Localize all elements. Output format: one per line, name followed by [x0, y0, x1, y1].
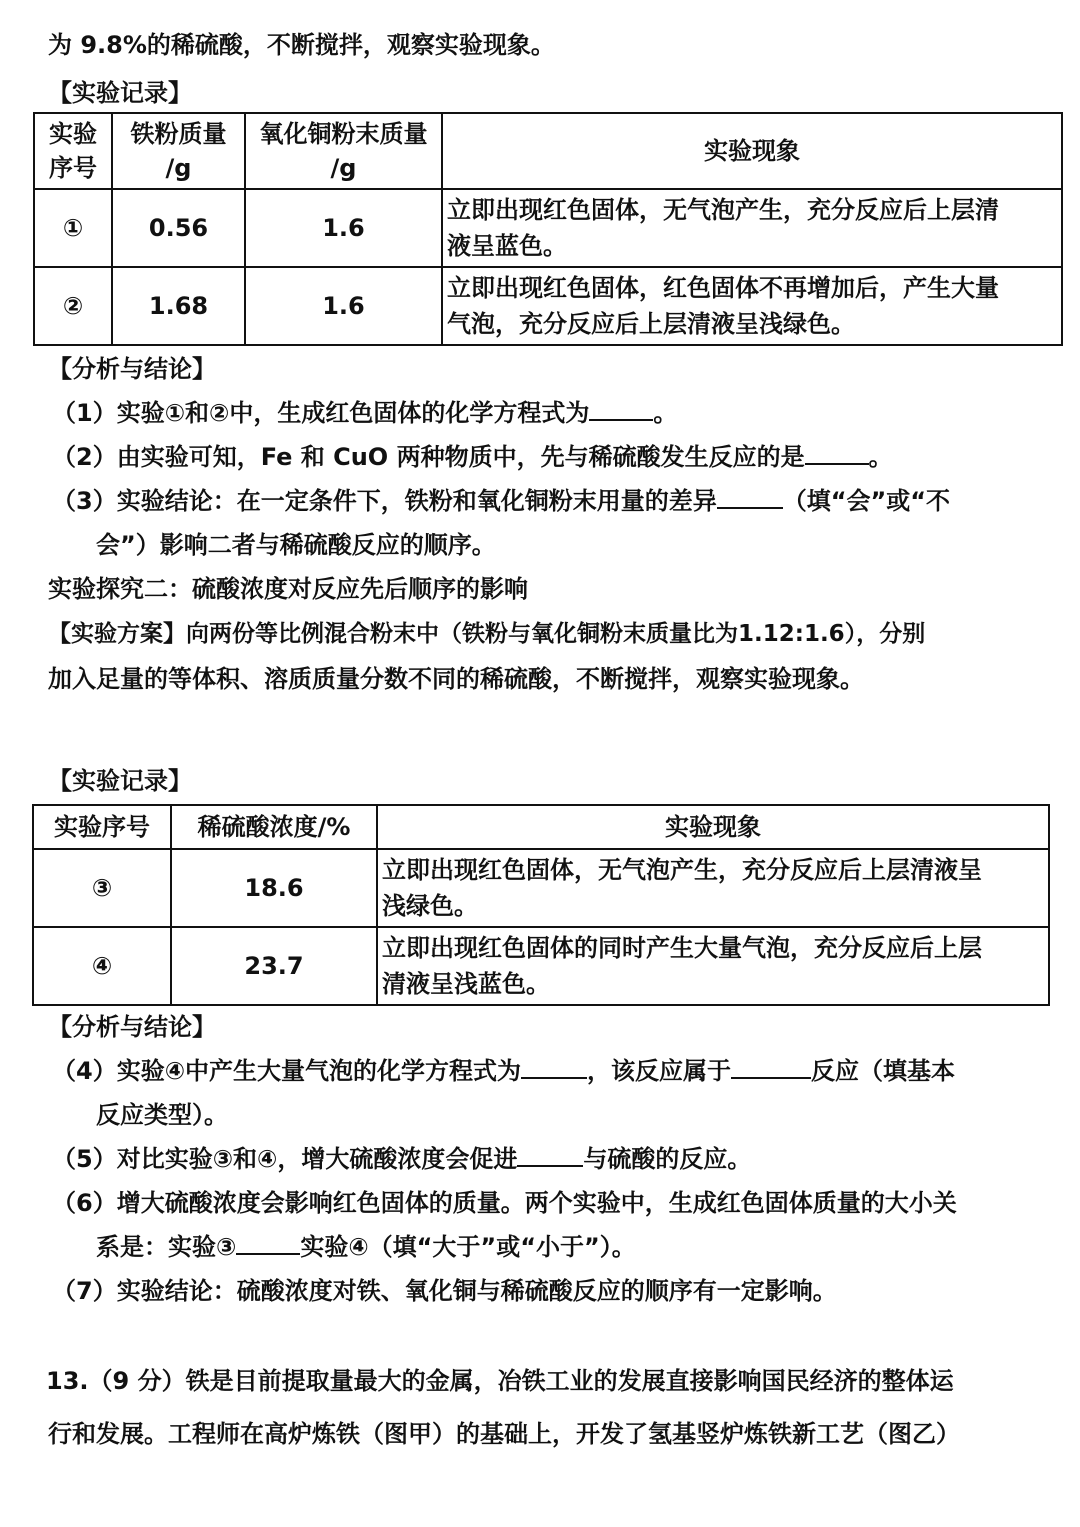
- intro-line: 为 9.8%的稀硫酸，不断搅拌，观察实验现象。: [48, 31, 555, 59]
- answer-blank[interactable]: [236, 1231, 300, 1255]
- record-heading-1: 【实验记录】: [48, 79, 192, 107]
- question-6-line-2: 系是：实验③ 实验④（填“大于”或“小于”）。: [96, 1233, 636, 1261]
- row-id: ③: [33, 849, 171, 927]
- experiment-table-2: [32, 804, 1050, 1006]
- table-row: [33, 849, 1049, 927]
- answer-blank[interactable]: [517, 1143, 583, 1167]
- table1-header-id: 实验 序号: [34, 113, 112, 189]
- table1-header-obs: 实验现象: [442, 113, 1062, 189]
- row-id: ②: [34, 267, 112, 345]
- question-5: （5）对比实验③和④，增大硫酸浓度会促进 与硫酸的反应。: [52, 1145, 752, 1173]
- question-3-line-2: 会”）影响二者与稀硫酸反应的顺序。: [96, 531, 496, 559]
- table-row: [33, 927, 1049, 1005]
- row-fe-mass: 1.68: [112, 267, 245, 345]
- row-concentration: 23.7: [171, 927, 377, 1005]
- table-row: [34, 189, 1062, 267]
- question-13-line-1: 13.（9 分）铁是目前提取量最大的金属，冶铁工业的发展直接影响国民经济的整体运: [46, 1367, 954, 1395]
- row-cuo-mass: 1.6: [245, 267, 442, 345]
- question-2: （2）由实验可知，Fe 和 CuO 两种物质中，先与稀硫酸发生反应的是 。: [52, 443, 893, 471]
- inquiry-2-title: 实验探究二：硫酸浓度对反应先后顺序的影响: [48, 575, 528, 603]
- question-13-line-2: 行和发展。工程师在高炉炼铁（图甲）的基础上，开发了氢基竖炉炼铁新工艺（图乙）: [48, 1420, 960, 1448]
- answer-blank[interactable]: [589, 397, 653, 421]
- question-3-line-1: （3）实验结论：在一定条件下，铁粉和氧化铜粉末用量的差异 （填“会”或“不: [52, 487, 951, 515]
- question-6-line-1: （6）增大硫酸浓度会影响红色固体的质量。两个实验中，生成红色固体质量的大小关: [52, 1189, 957, 1217]
- row-observation: 立即出现红色固体，无气泡产生，充分反应后上层清液呈 浅绿色。: [377, 849, 1049, 927]
- table1-header-cuo: 氧化铜粉末质量 /g: [245, 113, 442, 189]
- table2-header-conc: 稀硫酸浓度/%: [171, 805, 377, 849]
- row-fe-mass: 0.56: [112, 189, 245, 267]
- row-id: ①: [34, 189, 112, 267]
- answer-blank[interactable]: [731, 1055, 811, 1079]
- table2-header-id: 实验序号: [33, 805, 171, 849]
- row-observation: 立即出现红色固体，无气泡产生，充分反应后上层清 液呈蓝色。: [442, 189, 1062, 267]
- row-id: ④: [33, 927, 171, 1005]
- answer-blank[interactable]: [521, 1055, 587, 1079]
- table1-header-fe: 铁粉质量 /g: [112, 113, 245, 189]
- table-row: [34, 267, 1062, 345]
- row-concentration: 18.6: [171, 849, 377, 927]
- question-1: （1）实验①和②中，生成红色固体的化学方程式为 。: [52, 399, 678, 427]
- experiment-table-1: [33, 112, 1063, 346]
- question-7: （7）实验结论：硫酸浓度对铁、氧化铜与稀硫酸反应的顺序有一定影响。: [52, 1277, 837, 1305]
- question-4-line-1: （4）实验④中产生大量气泡的化学方程式为 ，该反应属于 反应（填基本: [52, 1057, 956, 1085]
- plan-line-2: 加入足量的等体积、溶质质量分数不同的稀硫酸，不断搅拌，观察实验现象。: [48, 665, 864, 693]
- answer-blank[interactable]: [717, 485, 783, 509]
- row-observation: 立即出现红色固体，红色固体不再增加后，产生大量 气泡，充分反应后上层清液呈浅绿色。: [442, 267, 1062, 345]
- plan-line-1: 【实验方案】向两份等比例混合粉末中（铁粉与氧化铜粉末质量比为1.12:1.6），分别: [48, 621, 926, 647]
- analysis-heading-2: 【分析与结论】: [48, 1013, 216, 1041]
- record-heading-2: 【实验记录】: [48, 767, 192, 795]
- answer-blank[interactable]: [805, 441, 869, 465]
- question-4-line-2: 反应类型）。: [96, 1101, 228, 1129]
- analysis-heading-1: 【分析与结论】: [48, 355, 216, 383]
- row-observation: 立即出现红色固体的同时产生大量气泡，充分反应后上层 清液呈浅蓝色。: [377, 927, 1049, 1005]
- table2-header-obs: 实验现象: [377, 805, 1049, 849]
- row-cuo-mass: 1.6: [245, 189, 442, 267]
